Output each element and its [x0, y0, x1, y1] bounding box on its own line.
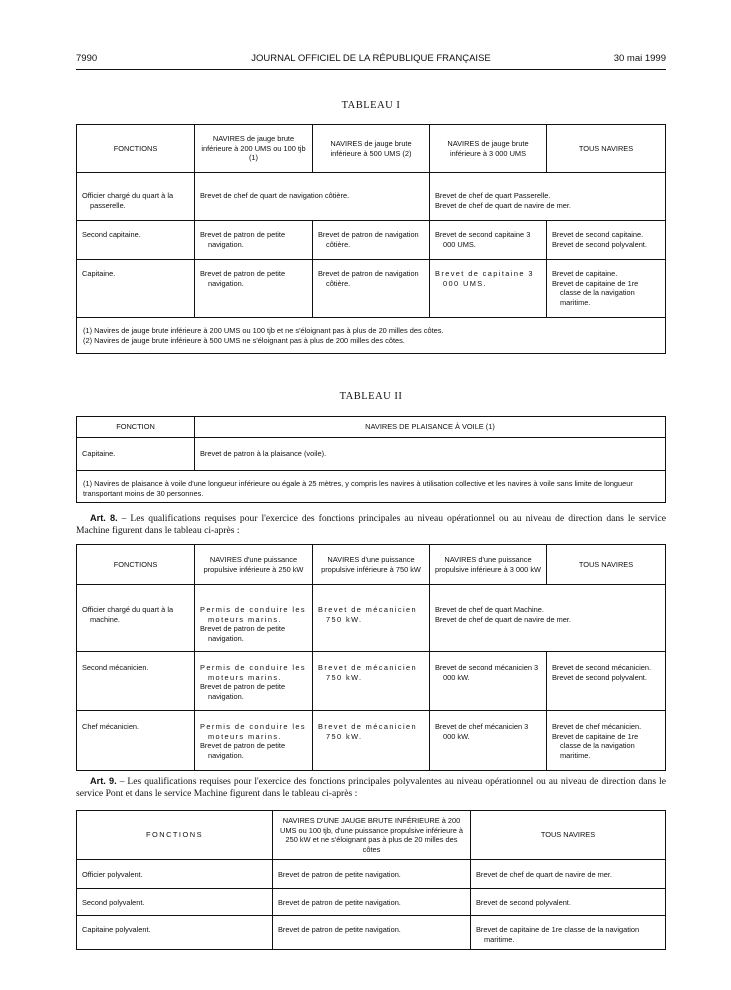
column-header: NAVIRES DE PLAISANCE À VOILE (1)	[195, 417, 666, 438]
qualification-cell: Brevet de patron de navigation côtière.	[318, 230, 419, 249]
qualification-cell: Brevet de capitaine 3 000 UMS.	[435, 269, 534, 288]
article-9	[76, 776, 666, 799]
qualification-cell: Brevet de patron de petite navigation.	[278, 870, 401, 879]
table-header-row	[77, 125, 666, 173]
table-row	[77, 221, 666, 260]
table-row	[77, 585, 666, 652]
qualification-line: Brevet de patron de petite navigation.	[200, 682, 286, 701]
function-cell: Second polyvalent.	[82, 898, 145, 907]
column-header: NAVIRES d'une puissance propulsive inférieure à 250 kW	[195, 545, 313, 585]
table-row	[77, 438, 666, 471]
qualification-line: Brevet de chef de quart de navire de mer.	[435, 200, 571, 210]
qualification-cell: Brevet de patron de petite navigation.	[278, 898, 401, 907]
tableau-3	[76, 544, 666, 771]
table-notes-row	[77, 318, 666, 354]
qualification-line: Brevet de capitaine de 1re classe de la navigation maritime.	[552, 278, 639, 307]
table-header-row	[77, 545, 666, 585]
table-header-row	[77, 417, 666, 438]
footnote: (2) Navires de jauge brute inférieure à 500 UMS ne s'éloignant pas à plus de 200 milles des côtes.	[83, 335, 405, 345]
article-text: – Les qualifications requises pour l'exercice des fonctions principales au niveau opérationnel ou au niveau de direction dans le service Machine figurent dans le tableau ci-après :	[76, 513, 666, 536]
footnote: (1) Navires de jauge brute inférieure à 200 UMS ou 100 tjb et ne s'éloignant pas à plus de 20 milles des côtes.	[83, 326, 444, 335]
qualification-line: Permis de conduire les moteurs marins.	[200, 722, 306, 741]
column-header: TOUS NAVIRES	[547, 545, 666, 585]
page-number: 7990	[76, 53, 98, 64]
table-row	[77, 889, 666, 916]
qualification-line: Brevet de second mécanicien.	[552, 663, 652, 672]
header-rule	[76, 69, 666, 70]
qualification-line: Brevet de second polyvalent.	[552, 672, 647, 682]
column-header: FONCTIONS	[77, 125, 195, 173]
column-header: TOUS NAVIRES	[471, 811, 666, 860]
qualification-line: Brevet de second capitaine.	[552, 230, 644, 239]
tableau-2-title: TABLEAU II	[339, 391, 403, 402]
table-notes-row	[77, 471, 666, 503]
column-header: NAVIRES D'UNE JAUGE BRUTE INFÉRIEURE à 200 UMS ou 100 tjb, d'une puissance propulsive inférieure à 250 kW et ne s'éloignant pas à plus de 20 milles des côtes	[273, 811, 471, 860]
qualification-line: Brevet de second polyvalent.	[552, 239, 647, 249]
qualification-line: Permis de conduire les moteurs marins.	[200, 605, 306, 624]
qualification-cell: Brevet de chef de quart de navire de mer.	[476, 870, 612, 879]
tableau-1-title: TABLEAU I	[341, 100, 401, 111]
qualification-cell: Brevet de chef de quart de navigation côtière.	[200, 191, 350, 200]
column-header: FONCTIONS	[77, 811, 273, 860]
qualification-cell: Brevet de patron de petite navigation.	[200, 230, 286, 249]
function-cell: Capitaine.	[82, 449, 116, 458]
article-8	[76, 513, 666, 536]
column-header: NAVIRES de jauge brute inférieure à 3 000 UMS	[430, 125, 547, 173]
column-header: NAVIRES d'une puissance propulsive inférieure à 3 000 kW	[430, 545, 547, 585]
qualification-cell: Brevet de patron de petite navigation.	[200, 269, 286, 288]
issue-date: 30 mai 1999	[613, 53, 666, 64]
table-row	[77, 652, 666, 711]
table-row	[77, 711, 666, 771]
qualification-cell: Brevet de second polyvalent.	[476, 898, 571, 907]
function-cell: Capitaine polyvalent.	[82, 925, 151, 934]
qualification-cell: Brevet de mécanicien 750 kW.	[318, 663, 418, 682]
qualification-cell: Brevet de capitaine de 1re classe de la navigation maritime.	[476, 925, 640, 944]
qualification-cell: Brevet de second capitaine 3 000 UMS.	[435, 230, 531, 249]
journal-title: JOURNAL OFFICIEL DE LA RÉPUBLIQUE FRANÇAISE	[251, 53, 491, 64]
table-row	[77, 916, 666, 950]
qualification-line: Permis de conduire les moteurs marins.	[200, 663, 306, 682]
qualification-line: Brevet de chef de quart Machine.	[435, 605, 544, 614]
tableau-1	[76, 124, 666, 354]
qualification-cell: Brevet de mécanicien 750 kW.	[318, 605, 418, 624]
qualification-cell: Brevet de chef mécanicien 3 000 kW.	[435, 722, 529, 741]
function-cell: Second mécanicien.	[82, 663, 149, 672]
article-label: Art. 8.	[90, 513, 118, 523]
column-header: TOUS NAVIRES	[547, 125, 666, 173]
column-header: FONCTION	[77, 417, 195, 438]
qualification-cell: Brevet de second mécanicien 3 000 kW.	[435, 663, 539, 682]
page-header	[76, 53, 666, 67]
qualification-line: Brevet de chef mécanicien.	[552, 722, 642, 731]
tableau-4	[76, 810, 666, 950]
function-cell: Officier polyvalent.	[82, 870, 143, 879]
column-header: NAVIRES d'une puissance propulsive inférieure à 750 kW	[313, 545, 430, 585]
tableau-2	[76, 416, 666, 503]
qualification-cell: Brevet de patron à la plaisance (voile).	[200, 449, 327, 458]
column-header: NAVIRES de jauge brute inférieure à 200 UMS ou 100 tjb (1)	[195, 125, 313, 173]
table-row	[77, 260, 666, 318]
qualification-line: Brevet de capitaine de 1re classe de la navigation maritime.	[552, 731, 639, 760]
function-cell: Chef mécanicien.	[82, 722, 140, 731]
table-header-row	[77, 811, 666, 860]
column-header: NAVIRES de jauge brute inférieure à 500 UMS (2)	[313, 125, 430, 173]
article-text: – Les qualifications requises pour l'exercice des fonctions principales polyvalentes au niveau opérationnel ou au niveau de direction dans le service Pont et dans le service Machine figurent dans le tableau ci-après :	[76, 776, 666, 799]
table-row	[77, 173, 666, 221]
function-cell: Capitaine.	[82, 269, 116, 278]
column-header: FONCTIONS	[77, 545, 195, 585]
qualification-cell: Brevet de patron de navigation côtière.	[318, 269, 419, 288]
qualification-cell: Brevet de patron de petite navigation.	[278, 925, 401, 934]
qualification-line: Brevet de capitaine.	[552, 269, 618, 278]
qualification-line: Brevet de patron de petite navigation.	[200, 741, 286, 760]
qualification-line: Brevet de chef de quart de navire de mer.	[435, 614, 571, 624]
article-label: Art. 9.	[90, 776, 117, 786]
qualification-line: Brevet de chef de quart Passerelle.	[435, 191, 551, 200]
function-cell: Officier chargé du quart à la passerelle.	[82, 191, 174, 210]
function-cell: Second capitaine.	[82, 230, 141, 239]
qualification-cell: Brevet de mécanicien 750 kW.	[318, 722, 418, 741]
footnote: (1) Navires de plaisance à voile d'une longueur inférieure ou égale à 25 mètres, y compris les navires à utilisation collective et les navires à voile sans limite de longueur transportant moins de 30 personnes.	[83, 479, 633, 498]
table-row	[77, 860, 666, 889]
function-cell: Officier chargé du quart à la machine.	[82, 605, 174, 624]
qualification-line: Brevet de patron de petite navigation.	[200, 624, 286, 643]
